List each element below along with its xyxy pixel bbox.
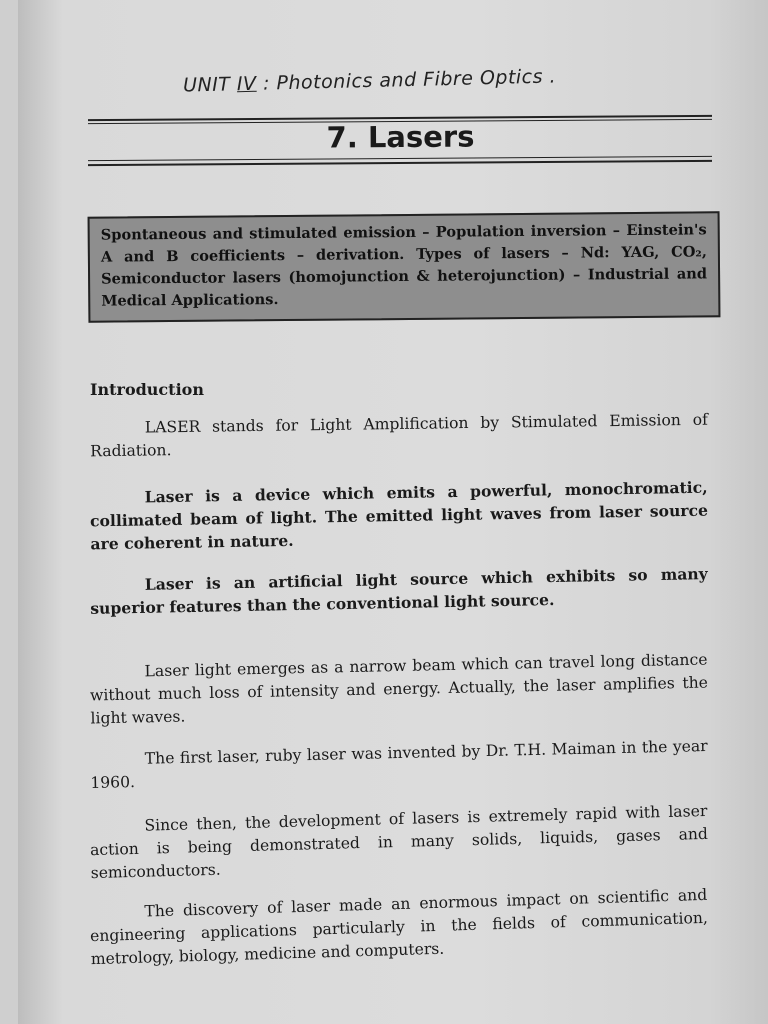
paragraph-artificial-source: Laser is an artificial light source which exhibits so many superior features than the conventional light source.	[90, 564, 708, 618]
paragraph-first-laser: The first laser, ruby laser was invented by Dr. T.H. Maiman in the year 1960.	[90, 736, 708, 793]
chapter-title: 7. Lasers	[326, 119, 475, 155]
paragraph-discovery-impact: The discovery of laser made an enormous impact on scientific and engineering applications particularly in the fields of communication, metrology, biology, medicine and computers.	[89, 885, 709, 969]
topics-box: Spontaneous and stimulated emission – Population inversion – Einstein's A and B coefficients – derivation. Types of lasers – Nd: YAG, CO₂, Semiconductor lasers (homojunction & heterojunction) – Industrial and Medical Applications.	[88, 211, 721, 323]
unit-title: : Photonics and Fibre Optics .	[256, 65, 557, 95]
paragraph-narrow-beam: Laser light emerges as a narrow beam which can travel long distance without much loss of intensity and energy. Actually, the laser amplifies the light waves.	[89, 650, 709, 728]
page-shadow	[708, 0, 768, 1024]
paragraph-laser-device: Laser is a device which emits a powerful, monochromatic, collimated beam of light. The emitted light waves from laser source are coherent in nature.	[89, 477, 709, 554]
introduction-heading: Introduction	[90, 380, 204, 399]
title-rule-bottom	[88, 160, 712, 166]
paragraph-development: Since then, the development of lasers is extremely rapid with laser action is being demonstrated in many solids, liquids, gases and semiconductors.	[89, 801, 709, 883]
unit-number: IV	[236, 72, 257, 96]
paragraph-laser-acronym: LASER stands for Light Amplification by Stimulated Emission of Radiation.	[90, 410, 708, 461]
unit-prefix: UNIT	[182, 73, 238, 97]
handwritten-unit-note	[183, 65, 557, 96]
book-page	[18, 0, 768, 1024]
